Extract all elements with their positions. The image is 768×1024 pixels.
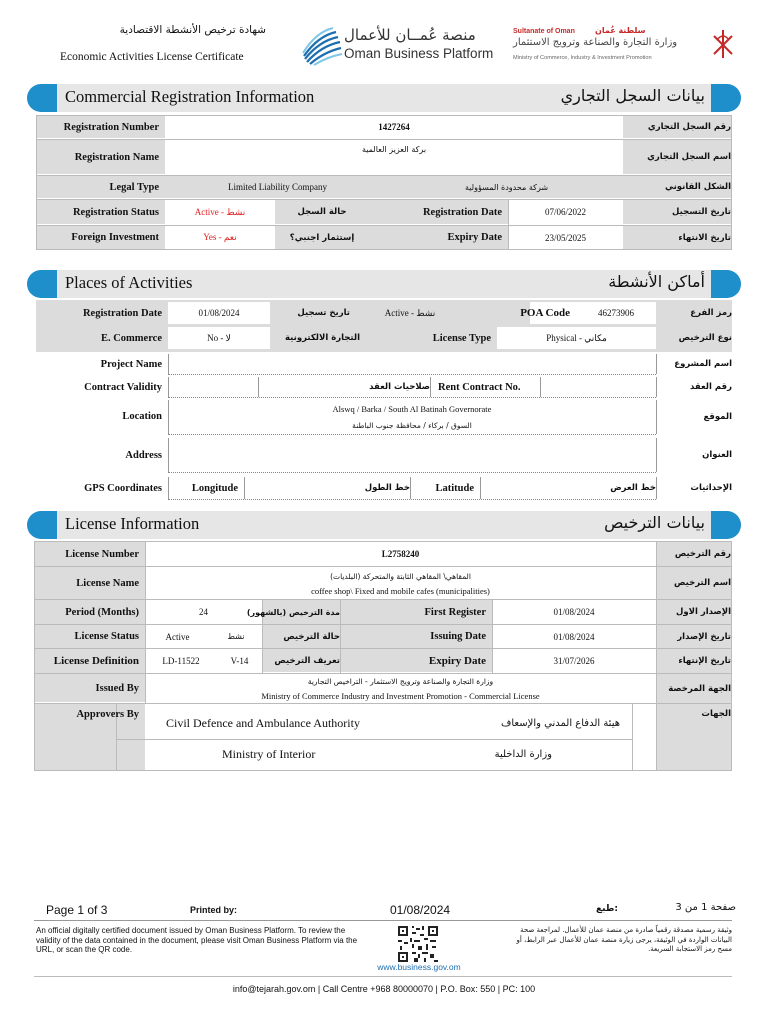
label-approvers: Approvers By — [76, 708, 139, 720]
label-legal-type: Legal Type — [109, 181, 159, 193]
approver-1-ar: هيئة الدفاع المدني والإسعاف — [501, 717, 620, 729]
section-header-commercial-registration — [27, 84, 741, 112]
section-title-en: License Information — [65, 514, 200, 533]
label-first-register-ar: الإصدار الاول — [675, 607, 731, 617]
label-registration-status: Registration Status — [72, 206, 159, 218]
value-location-ar: السوق / بركاء / محافظة جنوب الباطنة — [352, 420, 472, 430]
approver-1-en: Civil Defence and Ambulance Authority — [166, 715, 360, 730]
value-license-name-ar: المقاهي\ المقاهي الثابتة والمتحركة (البلديات) — [330, 571, 471, 581]
value-first-register: 01/08/2024 — [553, 607, 595, 617]
label-license-expiry-ar: تاريخ الإنتهاء — [678, 656, 731, 666]
label-license-type-ar: نوع الترخيص — [678, 333, 732, 343]
label-foreign-investment-ar: إستثمار اجنبي؟ — [289, 232, 355, 243]
value-place-status: Active - نشط — [384, 307, 436, 318]
label-license-type: License Type — [432, 332, 491, 344]
value-e-commerce: No - لا — [207, 332, 231, 343]
page-indicator-en: Page 1 of 3 — [46, 903, 108, 917]
label-latitude: Latitude — [435, 482, 474, 494]
certificate-title-ar: شهادة ترخيص الأنشطة الاقتصادية — [119, 24, 266, 36]
footer-note-ar: وثيقة رسمية مصدقة رقمياً صادرة من منصة عمان للأعمال. لمراجعة صحة البيانات الواردة في الوثيقة، يرجى زيارة منصة عمان للأعمال عبر الرابط، أو مسح رمز الاستجابة السريعة. — [516, 926, 732, 953]
label-first-register: First Register — [424, 606, 486, 618]
value-expiry-date: 23/05/2025 — [544, 232, 586, 243]
value-license-status-ar: نشط — [227, 632, 245, 641]
label-legal-type-ar: الشكل القانوني — [665, 182, 731, 192]
label-gps-coordinates: GPS Coordinates — [84, 482, 162, 494]
ministry-name-en: Ministry of Commerce, Industry & Investment Promotion — [513, 55, 652, 61]
ministry-name-ar: وزارة التجارة والصناعة وترويج الاستثمار — [513, 37, 678, 48]
value-registration-number: 1427264 — [378, 122, 410, 132]
value-registration-status: Active - نشط — [194, 206, 246, 217]
label-issuing-date-ar: تاريخ الإصدار — [677, 631, 731, 642]
value-location-en: Alswq / Barka / South Al Batinah Governorate — [332, 404, 492, 414]
value-license-definition-ar: V-14 — [230, 656, 249, 666]
label-poa-code-ar: رمز الفرع — [690, 308, 732, 318]
label-license-number-ar: رقم الترخيص — [674, 549, 731, 559]
label-license-status-ar: حالة الترخيص — [283, 631, 340, 642]
label-contract-validity-ar: صلاحيات العقد — [369, 382, 430, 392]
value-period: 24 — [199, 607, 208, 617]
label-license-status: License Status — [74, 631, 139, 642]
section-title-ar: بيانات الترخيص — [604, 513, 705, 532]
label-license-definition-ar: تعريف الترخيص — [274, 656, 340, 666]
label-issued-by: Issued By — [95, 683, 139, 694]
ministry-country-en: Sultanate of Oman — [513, 28, 575, 35]
value-license-number: L2758240 — [381, 549, 420, 559]
print-date: 01/08/2024 — [390, 903, 451, 917]
section-title-en: Commercial Registration Information — [65, 87, 315, 106]
label-registration-number-ar: رقم السجل التجاري — [647, 122, 731, 132]
value-issued-by-ar: وزارة التجارة والصناعة وترويج الاستثمار - التراخيص التجارية — [307, 677, 494, 686]
label-gps-ar: الإحداثيات — [690, 483, 732, 493]
label-period-ar: مدة الترخيص (بالشهور) — [246, 607, 340, 617]
ministry-logo — [505, 26, 737, 66]
value-issued-by-en: Ministry of Commerce Industry and Investment Promotion - Commercial License — [261, 690, 540, 701]
label-issuing-date: Issuing Date — [430, 631, 486, 642]
label-place-registration-date-ar: تاريخ تسجيل — [297, 308, 350, 318]
label-contract-validity: Contract Validity — [84, 381, 162, 393]
value-legal-type-en: Limited Liability Company — [228, 182, 327, 192]
value-legal-type-ar: شركة محدودة المسؤولية — [464, 182, 549, 192]
label-project-name: Project Name — [100, 358, 162, 370]
label-location: Location — [122, 410, 162, 422]
label-foreign-investment: Foreign Investment — [71, 232, 159, 243]
label-registration-name-ar: اسم السجل التجاري — [647, 152, 731, 162]
page-indicator-ar: صفحة 1 من 3 — [675, 902, 736, 913]
label-license-definition: License Definition — [53, 655, 139, 667]
printed-by-label-ar: طبع: — [596, 904, 618, 914]
label-longitude-ar: خط الطول — [364, 483, 410, 493]
label-license-name: License Name — [76, 577, 139, 589]
label-e-commerce-ar: التجارة الالكترونية — [285, 333, 360, 343]
label-latitude-ar: خط العرض — [610, 483, 656, 493]
qr-code[interactable] — [396, 924, 440, 964]
label-registration-name: Registration Name — [74, 151, 159, 163]
label-registration-status-ar: حالة السجل — [297, 207, 347, 217]
label-address: Address — [125, 449, 162, 461]
label-period: Period (Months) — [65, 606, 139, 618]
value-issuing-date: 01/08/2024 — [553, 631, 595, 642]
section-title-en: Places of Activities — [65, 273, 193, 292]
qr-code-icon — [396, 924, 440, 964]
label-e-commerce: E. Commerce — [100, 332, 162, 344]
value-registration-name: بركة العزيز العالمية — [361, 144, 427, 154]
value-license-expiry: 31/07/2026 — [553, 656, 595, 666]
obp-logo-en: Oman Business Platform — [344, 46, 494, 61]
label-registration-number: Registration Number — [63, 121, 159, 133]
oman-business-platform-logo — [300, 26, 500, 66]
value-foreign-investment: Yes - نعم — [203, 232, 237, 242]
label-license-number: License Number — [65, 548, 139, 560]
section-header-license-information — [27, 511, 741, 539]
footer-note-en: An official digitally certified document issued by Oman Business Platform. To review the validity of the data contained in the document, please visit Oman Business Platform via the URL, or scan the QR code. — [36, 926, 358, 954]
value-license-type: Physical - مكاني — [546, 332, 607, 343]
value-license-definition: LD-11522 — [162, 656, 200, 666]
section-header-places-of-activities — [27, 270, 741, 298]
value-place-registration-date: 01/08/2024 — [198, 308, 240, 318]
footer-contact: info@tejarah.gov.om | Call Centre +968 80000070 | P.O. Box: 550 | PC: 100 — [232, 984, 536, 994]
obp-logo-ar: منصة عُمــان للأعمال — [344, 26, 476, 44]
section-title-ar: أماكن الأنشطة — [608, 272, 705, 291]
label-registration-date: Registration Date — [422, 206, 502, 218]
ministry-country-ar: سلطنة عُمان — [595, 26, 646, 35]
label-issued-by-ar: الجهة المرخصة — [668, 683, 731, 694]
value-license-status-en: Active — [165, 631, 190, 642]
printed-by-label: Printed by: — [190, 905, 238, 915]
label-license-expiry: Expiry Date — [428, 655, 486, 667]
certificate-title-en: Economic Activities License Certificate — [60, 51, 244, 63]
label-location-ar: الموقع — [703, 412, 732, 422]
label-approvers-ar: الجهات — [701, 709, 731, 719]
value-license-name-en: coffee shop\ Fixed and mobile cafes (municipalities) — [311, 586, 490, 596]
oman-emblem-icon — [711, 28, 735, 62]
label-expiry-date-ar: تاريخ الانتهاء — [678, 232, 731, 243]
obp-logo-icon — [300, 26, 344, 66]
approver-2-ar: وزارة الداخلية — [494, 748, 552, 760]
label-poa-code: POA Code — [520, 307, 570, 319]
value-poa-code: 46273906 — [598, 308, 634, 318]
label-registration-date-ar: تاريخ التسجيل — [672, 207, 731, 217]
footer-url[interactable]: www.business.gov.om — [377, 962, 461, 972]
section-title-ar: بيانات السجل التجاري — [560, 86, 705, 105]
label-rent-contract-ar: رقم العقد — [689, 382, 732, 392]
label-address-ar: العنوان — [702, 450, 732, 460]
label-longitude: Longitude — [191, 482, 238, 494]
label-project-name-ar: اسم المشروع — [674, 359, 732, 369]
label-place-registration-date: Registration Date — [82, 307, 162, 319]
approver-2-en: Ministry of Interior — [222, 746, 316, 761]
label-rent-contract: Rent Contract No. — [438, 381, 521, 393]
label-license-name-ar: اسم الترخيص — [674, 578, 731, 588]
value-registration-date: 07/06/2022 — [544, 207, 586, 217]
label-expiry-date: Expiry Date — [447, 232, 502, 243]
